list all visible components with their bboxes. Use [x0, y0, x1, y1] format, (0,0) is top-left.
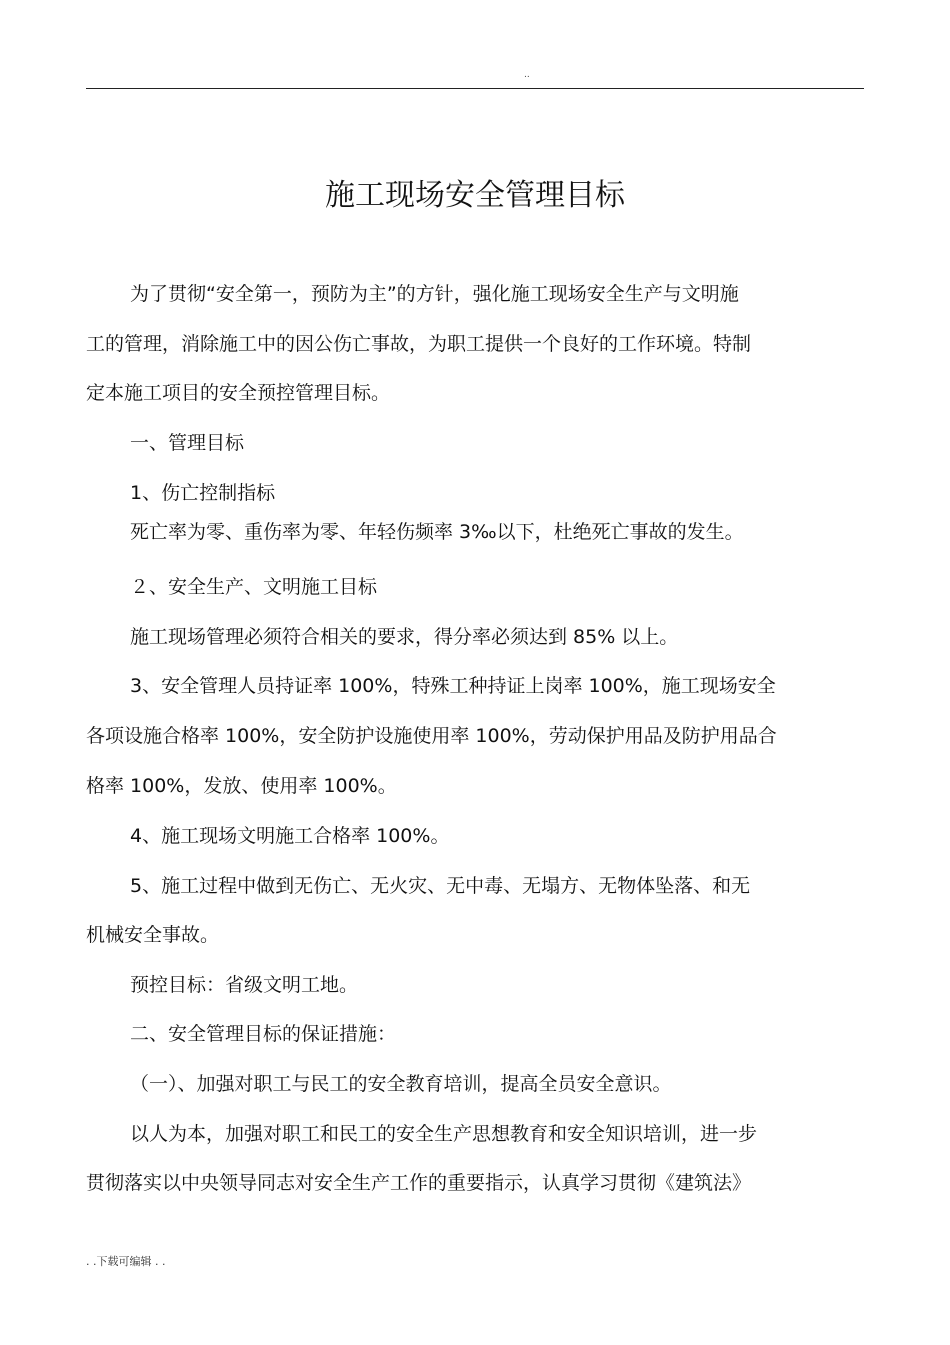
header-rule — [86, 88, 864, 89]
footer-text: . .下载可编辑 . . — [86, 1255, 166, 1268]
subsection-heading: 1、伤亡控制指标 — [130, 482, 276, 504]
section-heading: 二、安全管理目标的保证措施： — [130, 1023, 397, 1045]
body-line: 贯彻落实以中央领导同志对安全生产工作的重要指示，认真学习贯彻《建筑法》 — [86, 1172, 752, 1194]
body-line: 格率 100%，发放、使用率 100%。 — [86, 775, 397, 797]
body-line: 5、施工过程中做到无伤亡、无火灾、无中毒、无塌方、无物体坠落、和无 — [130, 875, 751, 897]
section-heading: 一、管理目标 — [130, 432, 245, 454]
body-line: 以人为本，加强对职工和民工的安全生产思想教育和安全知识培训，进一步 — [130, 1123, 758, 1145]
body-line: 定本施工项目的安全预控管理目标。 — [86, 382, 391, 404]
subsection-heading: （一）、加强对职工与民工的安全教育培训，提高全员安全意识。 — [130, 1073, 672, 1095]
body-line: 工的管理，消除施工中的因公伤亡事故，为职工提供一个良好的工作环境。特制 — [86, 333, 752, 355]
header-mark: .. — [524, 70, 530, 80]
body-line: 4、施工现场文明施工合格率 100%。 — [130, 825, 450, 847]
body-line: 施工现场管理必须符合相关的要求，得分率必须达到 85% 以上。 — [130, 626, 679, 648]
document-title: 施工现场安全管理目标 — [325, 178, 625, 213]
body-line: 为了贯彻“安全第一，预防为主”的方针，强化施工现场安全生产与文明施 — [130, 283, 739, 305]
body-line: 机械安全事故。 — [86, 924, 220, 946]
subsection-heading: ２、安全生产、文明施工目标 — [130, 576, 378, 598]
body-line: 预控目标：省级文明工地。 — [130, 974, 359, 996]
body-line: 3、安全管理人员持证率 100%，特殊工种持证上岗率 100%，施工现场安全 — [130, 675, 776, 697]
body-line: 各项设施合格率 100%，安全防护设施使用率 100%，劳动保护用品及防护用品合 — [86, 725, 777, 747]
body-line: 死亡率为零、重伤率为零、年轻伤频率 3‰以下，杜绝死亡事故的发生。 — [130, 521, 744, 543]
